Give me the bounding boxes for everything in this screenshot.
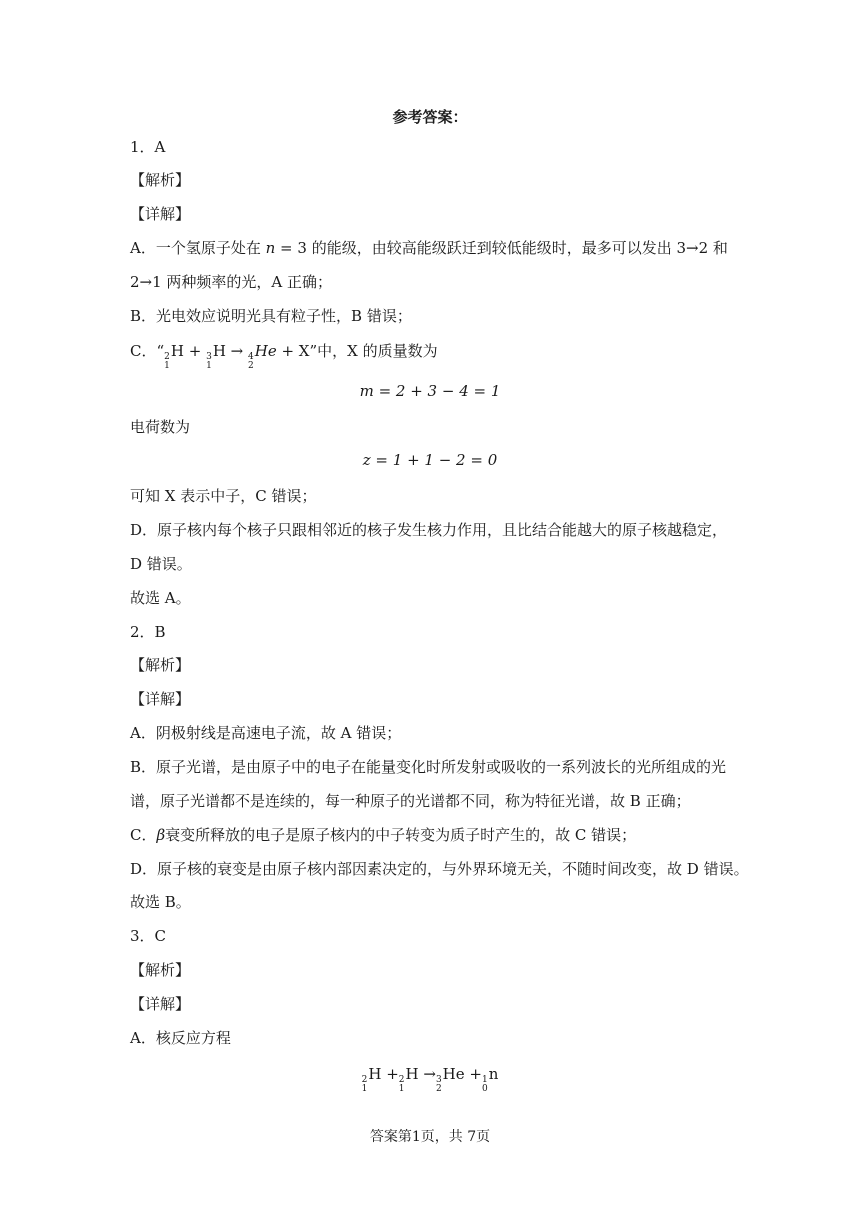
q3-option-a: A．核反应方程 bbox=[130, 1029, 231, 1047]
q2-option-d: D．原子核的衰变是由原子核内部因素决定的，与外界环境无关，不随时间改变，故 D 错误。 bbox=[130, 860, 749, 878]
q1-answer: 1．A bbox=[130, 138, 166, 156]
nuclear-equation-inline: 2 1 H + 3 1 H → 4 2 He + X bbox=[164, 342, 310, 371]
q2-analysis-heading: 【解析】 bbox=[130, 656, 191, 674]
q1-detail-heading: 【详解】 bbox=[130, 205, 191, 223]
q1-option-c-conclusion: 可知 X 表示中子，C 错误； bbox=[130, 487, 317, 505]
q1-option-c: C．“ 2 1 H + 3 1 H → 4 2 He + X”中，X 的质量数为 bbox=[130, 342, 438, 371]
page-title: 参考答案： bbox=[392, 108, 468, 126]
q3-detail-heading: 【详解】 bbox=[130, 995, 191, 1013]
q1-option-b: B．光电效应说明光具有粒子性，B 错误； bbox=[130, 307, 412, 325]
q1-option-d-line2: D 错误。 bbox=[130, 555, 192, 573]
page-footer: 答案第1页，共 7页 bbox=[369, 1129, 491, 1145]
q1-choose: 故选 A。 bbox=[130, 589, 191, 607]
q2-choose: 故选 B。 bbox=[130, 893, 191, 911]
q2-option-b-line1: B．原子光谱，是由原子中的电子在能量变化时所发射或吸收的一系列波长的光所组成的光 bbox=[130, 758, 727, 776]
q1-option-d-line1: D．原子核内每个核子只跟相邻近的核子发生核力作用，且比结合能越大的原子核越稳定， bbox=[130, 521, 728, 539]
mass-number-equation: m = 2 + 3 − 4 = 1 bbox=[359, 382, 501, 400]
nuclear-reaction-equation: 2 1 H + 2 1 H → 3 2 He + 1 0 n bbox=[361, 1065, 499, 1094]
q2-detail-heading: 【详解】 bbox=[130, 690, 191, 708]
charge-number-label: 电荷数为 bbox=[130, 418, 191, 436]
q1-option-a-line2: 2→1 两种频率的光，A 正确； bbox=[130, 273, 333, 291]
q3-answer: 3．C bbox=[130, 927, 167, 945]
charge-number-equation: z = 1 + 1 − 2 = 0 bbox=[362, 451, 498, 469]
q3-analysis-heading: 【解析】 bbox=[130, 961, 191, 979]
q1-analysis-heading: 【解析】 bbox=[130, 171, 191, 189]
q2-option-a: A．阴极射线是高速电子流，故 A 错误； bbox=[130, 724, 402, 742]
q2-option-b-line2: 谱，原子光谱都不是连续的，每一种原子的光谱都不同，称为特征光谱，故 B 正确； bbox=[130, 792, 691, 810]
q1-option-a-line1: A．一个氢原子处在 n = 3 的能级，由较高能级跃迁到较低能级时，最多可以发出 3→2 和 bbox=[130, 239, 728, 257]
q2-option-c: C．β衰变所释放的电子是原子核内的中子转变为质子时产生的，故 C 错误； bbox=[130, 826, 637, 844]
q2-answer: 2．B bbox=[130, 623, 166, 641]
